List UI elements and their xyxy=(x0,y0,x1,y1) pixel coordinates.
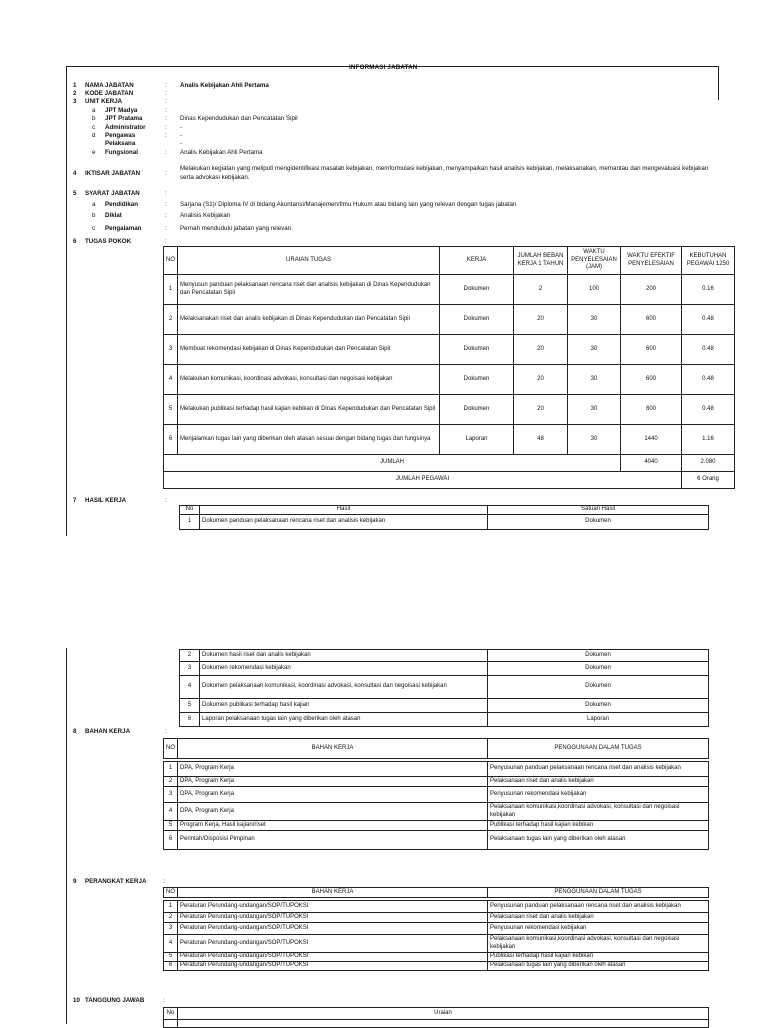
row-uraian: Menjalankan tugas lain yang diberikan oleh atasan sesuai dengan bidang tugas dan fungsinya xyxy=(178,425,440,455)
unit-value: Dinas Kependudukan dan Pencatatan Sipil xyxy=(180,115,298,122)
syarat-value: Sarjana (S1)/ Diploma IV di bidang Akuntansi/Manajemen/Ilmu Hukum atau bidang lain yang relevan dengan tugas jabatan xyxy=(180,201,517,208)
header-no: No xyxy=(164,1008,178,1020)
row-satuan: Dokumen xyxy=(488,650,709,662)
row-guna: Pelaksanaan komunikasi,koordinasi advokasi, konsultasi dan negoisasi kebijakan xyxy=(488,803,709,821)
row-guna: Publikasi terhadap hasil kajian kebikan xyxy=(488,821,709,831)
section-label-unit-kerja: UNIT KERJA xyxy=(85,98,123,105)
row-bahan: Peraturan Perundang-undangan/SOP/TUPOKSI xyxy=(178,935,488,953)
left-border xyxy=(66,66,67,536)
row-hasil: Dokumen publikasi terhadap hasil kajian xyxy=(200,699,488,713)
row-no: 3 xyxy=(164,787,178,803)
perangkat-kerja-table xyxy=(163,887,709,971)
row-no: 4 xyxy=(164,935,178,953)
table-row xyxy=(164,821,709,831)
bahan-kerja-table xyxy=(163,738,709,850)
section-label-tugas-pokok: TUGAS POKOK xyxy=(85,238,132,245)
row-kerja: Dokumen xyxy=(440,395,514,425)
table-header-row xyxy=(180,506,709,515)
table-row xyxy=(164,275,735,305)
section-label-syarat: SYARAT JABATAN xyxy=(85,190,140,197)
unit-label: Pengawas xyxy=(105,132,136,139)
row-kebutuhan: 0.48 xyxy=(682,365,735,395)
row-no: 6 xyxy=(164,831,178,850)
row-no: 4 xyxy=(180,676,200,699)
row-efektif: 600 xyxy=(621,305,682,335)
header-waktu: WAKTU PENYELESAIAN (JAM) xyxy=(568,247,621,275)
row-beban: 20 xyxy=(514,365,568,395)
row-hasil: Laporan pelaksanaan tugas lain yang diberikan oleh atasan xyxy=(200,713,488,727)
table-row xyxy=(180,650,709,662)
colon: : xyxy=(165,124,167,131)
row-uraian: Menyusun panduan pelaksanaan rencana riset dan analisis kebijakan di Dinas Kependudukan dan Pencatatan Sipil xyxy=(178,275,440,305)
table-row xyxy=(180,515,709,530)
row-satuan: Dokumen xyxy=(488,515,709,530)
table-row xyxy=(164,953,709,962)
row-no: 5 xyxy=(164,395,178,425)
table-row xyxy=(164,425,735,455)
table-row xyxy=(164,365,735,395)
unit-letter: e xyxy=(92,149,96,156)
table-header-row xyxy=(164,739,709,759)
table-row xyxy=(164,305,735,335)
table-row xyxy=(180,713,709,727)
row-kebutuhan: 0.48 xyxy=(682,305,735,335)
unit-label: Administrator xyxy=(105,124,146,131)
colon: : xyxy=(165,82,167,89)
row-bahan: DPA, Program Kerja xyxy=(178,762,488,777)
table-row xyxy=(164,913,709,923)
unit-label: JPT Pratama xyxy=(105,115,143,122)
syarat-value: Analisis Kebijakan xyxy=(180,212,231,219)
colon: : xyxy=(165,201,167,208)
row-bahan: Peraturan Perundang-undangan/SOP/TUPOKSI xyxy=(178,913,488,923)
table-row xyxy=(164,335,735,365)
syarat-label: Diklat xyxy=(105,212,122,219)
unit-letter: d xyxy=(92,132,96,139)
header-no: NO xyxy=(164,739,178,759)
row-no: 3 xyxy=(180,662,200,676)
hasil-kerja-table xyxy=(179,505,709,530)
table-header-row xyxy=(164,888,709,898)
row-guna: Pelaksanaan tugas lain yang diberikan oleh atasan xyxy=(488,831,709,850)
row-waktu: 30 xyxy=(568,425,621,455)
row-waktu: 30 xyxy=(568,335,621,365)
section-number: 10 xyxy=(73,997,80,1004)
jumlah-pegawai-row xyxy=(164,472,735,489)
colon: : xyxy=(165,115,167,122)
table-row xyxy=(164,962,709,971)
row-hasil: Dokumen hasil riset dan analis kebijakan xyxy=(200,650,488,662)
header-no: NO xyxy=(164,247,178,275)
row-bahan: Perintah/Disposisi Pimpinan xyxy=(178,831,488,850)
row-bahan: Program Kerja, Hasil kajian/riset xyxy=(178,821,488,831)
row-uraian: Membuat rekomendasi kebijakan di Dinas Kependudukan dan Pencatatan Sipil xyxy=(178,335,440,365)
row-no: 4 xyxy=(164,803,178,821)
right-border xyxy=(718,66,719,100)
header-no: No xyxy=(180,506,200,515)
colon: : xyxy=(165,190,167,197)
row-kebutuhan: 1.16 xyxy=(682,425,735,455)
colon: : xyxy=(165,225,167,232)
row-efektif: 600 xyxy=(621,395,682,425)
row-guna: Publikasi terhadap hasil kajian kebikan xyxy=(488,953,709,962)
row-beban: 20 xyxy=(514,395,568,425)
header-beban: JUMLAH BEBAN KERJA 1 TAHUN xyxy=(514,247,568,275)
colon: : xyxy=(165,107,167,114)
row-no: 2 xyxy=(164,777,178,787)
unit-letter: a xyxy=(92,107,96,114)
tugas-pokok-table xyxy=(163,246,735,489)
section-label-nama-jabatan: NAMA JABATAN xyxy=(85,82,134,89)
table-row xyxy=(164,762,709,777)
document-title: INFORMASI JABATAN xyxy=(349,64,418,71)
row-no: 6 xyxy=(180,713,200,727)
row-no: 1 xyxy=(164,901,178,913)
row-bahan: DPA, Program Kerja xyxy=(178,777,488,787)
section-number: 9 xyxy=(73,878,77,885)
syarat-value: Pernah menduduki jabatan yang relevan. xyxy=(180,225,293,232)
table-row xyxy=(164,831,709,850)
header-efektif: WAKTU EFEKTIF PENYELESAIAN xyxy=(621,247,682,275)
unit-letter: c xyxy=(92,124,96,131)
jumlah-efektif: 4040 xyxy=(621,455,682,472)
colon: : xyxy=(163,878,165,885)
row-kerja: Laporan xyxy=(440,425,514,455)
section-number: 7 xyxy=(73,497,77,504)
row-kebutuhan: 0.48 xyxy=(682,395,735,425)
colon: : xyxy=(165,98,167,105)
table-row xyxy=(180,662,709,676)
header-kerja: KERJA xyxy=(440,247,514,275)
section-label-kode-jabatan: KODE JABATAN xyxy=(85,90,134,97)
unit-value: - xyxy=(180,132,183,139)
row-bahan: Peraturan Perundang-undangan/SOP/TUPOKSI xyxy=(178,953,488,962)
left-border xyxy=(66,648,67,1024)
row-satuan: Dokumen xyxy=(488,676,709,699)
row-efektif: 200 xyxy=(621,275,682,305)
section-number: 3 xyxy=(73,98,77,105)
row-guna: Penyusunan rekomendasi kebijakan xyxy=(488,923,709,935)
header-kebutuhan: KEBUTUHAN PEGAWAI 1250 xyxy=(682,247,735,275)
row-uraian: Melakukan komunikasi, koordinasi advokasi, konsultasi dan negoisasi kebijakan xyxy=(178,365,440,395)
section-number: 6 xyxy=(73,238,77,245)
row-no: 3 xyxy=(164,335,178,365)
header-satuan: Satuan Hasil xyxy=(488,506,709,515)
row-guna: Penyusunan panduan pelaksanaan rencana riset dan analisis kebijakan xyxy=(488,901,709,913)
colon: : xyxy=(163,997,165,1004)
row-no: 5 xyxy=(180,699,200,713)
section-label-tanggung-jawab: TANGGUNG JAWAB xyxy=(85,997,145,1004)
syarat-label: Pendidikan xyxy=(105,201,139,208)
section-label-perangkat-kerja: PERANGKAT KERJA xyxy=(85,878,147,885)
syarat-letter: c xyxy=(92,225,96,232)
row-no: 2 xyxy=(180,650,200,662)
row-no: 6 xyxy=(164,962,178,971)
unit-value: - xyxy=(180,140,183,147)
table-row xyxy=(164,395,735,425)
row-kerja: Dokumen xyxy=(440,305,514,335)
row-no: 2 xyxy=(164,305,178,335)
row-beban: 20 xyxy=(514,335,568,365)
row-no: 5 xyxy=(164,953,178,962)
table-header-row xyxy=(164,247,735,275)
colon: : xyxy=(165,238,167,245)
section-label-iktisar: IKTISAR JABATAN xyxy=(85,170,141,177)
table-row xyxy=(164,803,709,821)
section-number: 8 xyxy=(73,728,77,735)
unit-value: Analis Kebijakan Ahli Pertama xyxy=(180,149,263,156)
row-hasil: Dokumen rekomendasi kebijakan xyxy=(200,662,488,676)
row-waktu: 30 xyxy=(568,395,621,425)
row-bahan: Peraturan Perundang-undangan/SOP/TUPOKSI xyxy=(178,923,488,935)
unit-label: Fungsional xyxy=(105,149,138,156)
section-number: 2 xyxy=(73,90,77,97)
row-satuan: Dokumen xyxy=(488,662,709,676)
iktisar-value: Melakukan kegiatan yang meliputi mengidentifikasi masalah kebijakan, memformulasi kebijakan, menyampaikan hasil analisis kebijakan, melaksanakan, memantau dan mengevaluasi kebijakan serta advokasi kebijakan. xyxy=(180,165,709,181)
table-row xyxy=(164,935,709,953)
row-no: 3 xyxy=(164,923,178,935)
table-row xyxy=(180,676,709,699)
row-kebutuhan: 0.48 xyxy=(682,335,735,365)
table-row xyxy=(164,901,709,913)
row-no: 6 xyxy=(164,425,178,455)
header-bahan: BAHAN KERJA xyxy=(178,739,488,759)
row-no: 1 xyxy=(164,762,178,777)
row-guna: Pelaksanaan riset dan analis kebijakan xyxy=(488,913,709,923)
header-guna: PENGGUNAAN DALAM TUGAS xyxy=(488,739,709,759)
tanggung-jawab-table xyxy=(163,1007,709,1028)
syarat-label: Pengalaman xyxy=(105,225,142,232)
colon: : xyxy=(165,90,167,97)
row-guna: Pelaksanaan tugas lain yang diberikan oleh atasan xyxy=(488,962,709,971)
row-beban: 20 xyxy=(514,305,568,335)
row-efektif: 600 xyxy=(621,365,682,395)
header-bahan: BAHAN KERJA xyxy=(178,888,488,898)
row-bahan: DPA, Program Kerja xyxy=(178,787,488,803)
header-no: NO xyxy=(164,888,178,898)
colon: : xyxy=(165,212,167,219)
hasil-kerja-table-continued xyxy=(179,649,709,727)
row-waktu: 30 xyxy=(568,305,621,335)
row-satuan: Dokumen xyxy=(488,699,709,713)
jumlah-row xyxy=(164,455,735,472)
jumlah-pegawai-value: 6 Orang xyxy=(682,472,735,489)
syarat-letter: a xyxy=(92,201,96,208)
header-uraian: URAIAN TUGAS xyxy=(178,247,440,275)
row-uraian: Melakukan publikasi terhadap hasil kajian kebikan di Dinas Kependudukan dan Pencatatan Sipil xyxy=(178,395,440,425)
colon: : xyxy=(165,149,167,156)
header-hasil: Hasil xyxy=(200,506,488,515)
jumlah-pegawai-label: JUMLAH PEGAWAI xyxy=(164,472,682,489)
unit-letter: b xyxy=(92,115,96,122)
document-page-2 xyxy=(0,642,768,1024)
jumlah-label: JUMLAH xyxy=(164,455,621,472)
section-number: 4 xyxy=(73,170,77,177)
colon: : xyxy=(165,728,167,735)
section-label-bahan-kerja: BAHAN KERJA xyxy=(85,728,131,735)
row-hasil: Dokumen panduan pelaksanaan rencana riset dan analisis kebijakan xyxy=(200,515,488,530)
row-guna: Penyusunan panduan pelaksanaan rencana riset dan analisis kebijakan xyxy=(488,762,709,777)
row-guna: Pelaksanaan komunikasi,koordinasi advokasi, konsultasi dan negoisasi kebijakan xyxy=(488,935,709,953)
row-guna: Penyusunan rekomendasi kebijakan xyxy=(488,787,709,803)
table-row xyxy=(164,923,709,935)
row-kebutuhan: 0.16 xyxy=(682,275,735,305)
row-bahan: DPA, Program Kerja xyxy=(178,803,488,821)
table-row xyxy=(164,777,709,787)
row-kerja: Dokumen xyxy=(440,335,514,365)
unit-label: Pelaksana xyxy=(105,140,136,147)
row-satuan: Laporan xyxy=(488,713,709,727)
row-no: 1 xyxy=(180,515,200,530)
row-kerja: Dokumen xyxy=(440,365,514,395)
colon: : xyxy=(165,497,167,504)
row-efektif: 1440 xyxy=(621,425,682,455)
page-gap xyxy=(0,536,768,642)
row-bahan: Peraturan Perundang-undangan/SOP/TUPOKSI xyxy=(178,962,488,971)
colon: : xyxy=(165,170,167,177)
row-bahan: Peraturan Perundang-undangan/SOP/TUPOKSI xyxy=(178,901,488,913)
unit-label: JPT Madya xyxy=(105,107,138,114)
row-waktu: 100 xyxy=(568,275,621,305)
section-number: 1 xyxy=(73,82,77,89)
row-waktu: 30 xyxy=(568,365,621,395)
nama-jabatan-value: Analis Kebijakan Ahli Pertama xyxy=(180,82,269,89)
row-guna: Pelaksanaan riset dan analis kebijakan xyxy=(488,777,709,787)
table-row xyxy=(164,787,709,803)
row-efektif: 600 xyxy=(621,335,682,365)
row-uraian: Melaksanakan riset dan analis kebijakan di Dinas Kependudukan dan Pencatatan Sipil xyxy=(178,305,440,335)
row-no: 2 xyxy=(164,913,178,923)
jumlah-kebutuhan: 2.080 xyxy=(682,455,735,472)
syarat-letter: b xyxy=(92,212,96,219)
section-label-hasil-kerja: HASIL KERJA xyxy=(85,497,127,504)
section-number: 5 xyxy=(73,190,77,197)
row-no: 5 xyxy=(164,821,178,831)
unit-value: - xyxy=(180,124,183,131)
table-header-row xyxy=(164,1008,709,1020)
row-no: 4 xyxy=(164,365,178,395)
row-hasil: Dokumen pelaksanaan komunikasi, koordinasi advokasi, konsultasi dan negoisasi kebijakan xyxy=(200,676,488,699)
row-beban: 2 xyxy=(514,275,568,305)
row-kerja: Dokumen xyxy=(440,275,514,305)
row-no: 1 xyxy=(164,275,178,305)
colon: : xyxy=(165,132,167,139)
header-guna: PENGGUNAAN DALAM TUGAS xyxy=(488,888,709,898)
header-uraian: Uraian xyxy=(178,1008,709,1020)
row-beban: 48 xyxy=(514,425,568,455)
table-row xyxy=(180,699,709,713)
